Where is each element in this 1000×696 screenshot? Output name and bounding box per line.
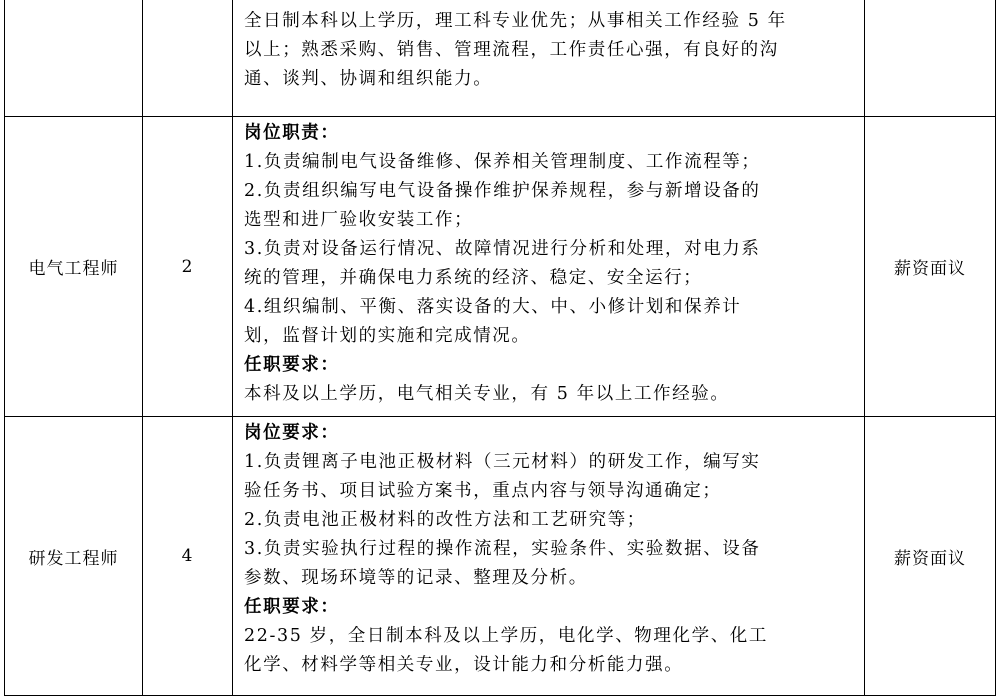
- table-row: [5, 0, 996, 117]
- table-row: [5, 417, 996, 696]
- duties-heading: 岗位职责：: [244, 123, 340, 143]
- description-line: 以上；熟悉采购、销售、管理流程，工作责任心强，有良好的沟: [244, 40, 779, 60]
- duty-line: 2.负责组织编写电气设备操作维护保养规程，参与新增设备的: [244, 181, 761, 201]
- position-cell: 研发工程师: [5, 417, 143, 696]
- duty-line: 1.负责编制电气设备维修、保养相关管理制度、工作流程等；: [244, 152, 761, 172]
- count-cell: 2: [143, 117, 233, 417]
- duty-line: 统的管理，并确保电力系统的经济、稳定、安全运行；: [244, 268, 703, 288]
- requirement-line: 22-35 岁，全日制本科及以上学历，电化学、物理化学、化工: [244, 626, 769, 646]
- requirement-line: 本科及以上学历，电气相关专业，有 5 年以上工作经验。: [244, 384, 730, 404]
- table-row: [5, 117, 996, 417]
- requirement-line: 化学、材料学等相关专业，设计能力和分析能力强。: [244, 655, 684, 675]
- duty-line: 1.负责锂离子电池正极材料（三元材料）的研发工作，编写实: [244, 452, 761, 472]
- duty-line: 2.负责电池正极材料的改性方法和工艺研究等；: [244, 510, 646, 530]
- position-cell: 电气工程师: [5, 117, 143, 417]
- duty-line: 3.负责对设备运行情况、故障情况进行分析和处理，对电力系: [244, 239, 761, 259]
- duty-line: 4.组织编制、平衡、落实设备的大、中、小修计划和保养计: [244, 297, 742, 317]
- count-cell: [143, 0, 233, 117]
- duty-line: 验任务书、项目试验方案书，重点内容与领导沟通确定；: [244, 481, 722, 501]
- position-cell: [5, 0, 143, 117]
- description-line: 通、谈判、协调和组织能力。: [244, 69, 493, 89]
- duty-line: 参数、现场环境等的记录、整理及分析。: [244, 568, 588, 588]
- duties-heading: 岗位要求：: [244, 423, 340, 443]
- duty-line: 3.负责实验执行过程的操作流程，实验条件、实验数据、设备: [244, 539, 761, 559]
- job-listing-table: [4, 0, 996, 696]
- description-cell: [233, 0, 865, 117]
- requirements-heading: 任职要求：: [244, 597, 340, 617]
- salary-cell: [865, 0, 996, 117]
- duty-line: 划，监督计划的实施和完成情况。: [244, 326, 531, 346]
- description-cell: [233, 117, 865, 417]
- salary-cell: 薪资面议: [865, 117, 996, 417]
- description-cell: [233, 417, 865, 696]
- requirements-heading: 任职要求：: [244, 355, 340, 375]
- salary-cell: 薪资面议: [865, 417, 996, 696]
- duty-line: 选型和进厂验收安装工作；: [244, 210, 474, 230]
- count-cell: 4: [143, 417, 233, 696]
- description-line: 全日制本科以上学历，理工科专业优先；从事相关工作经验 5 年: [244, 11, 787, 31]
